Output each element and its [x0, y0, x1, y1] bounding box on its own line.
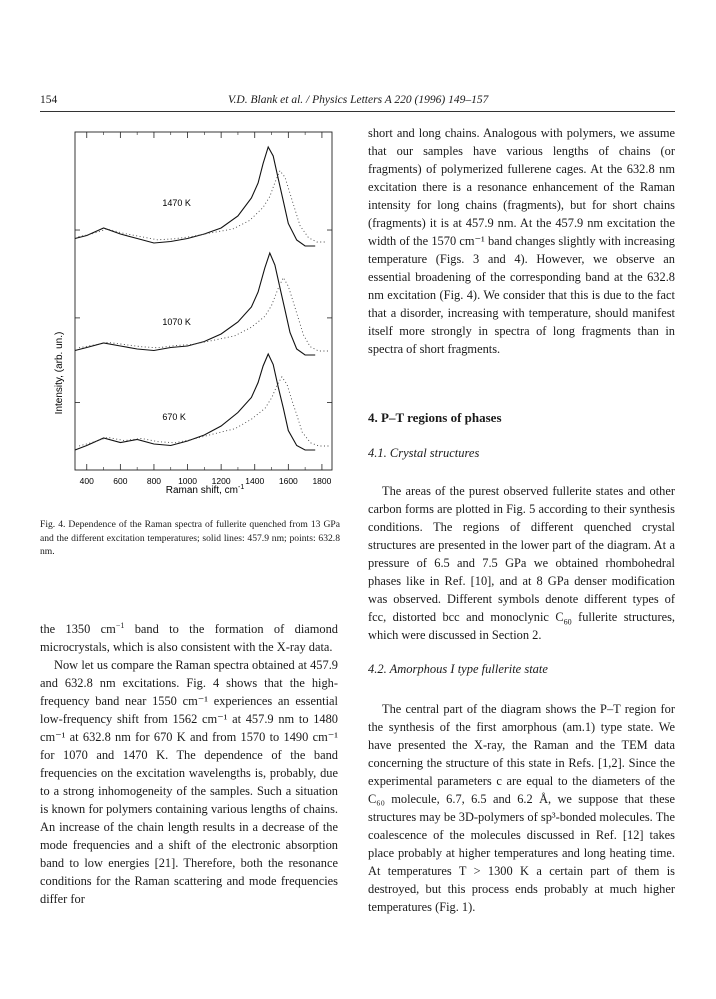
- right-paragraph-3: The central part of the diagram shows the P–T region for the synthesis of the first amorphous (am.1) type state. We have presented the X-ray, the Raman and the TEM data concerning the structure of this state in Refs. [1,2]. Since the experimental parameters c are equal to the diameters of the C₆₀ molecule, 6.7, 6.5 and 6.2 Å, we suppose that these structures may be 3D-polymers of sp³-bonded molecules. The coalescence of the molecules discussed in Ref. [12] takes place probably at higher temperatures and long heating time. At temperatures T > 1300 K a certain part of them is destroyed, but this process ends probably at much higher temperatures (Fig. 1).: [368, 702, 675, 914]
- x-tick-label: 400: [79, 476, 94, 486]
- solid-spectrum-line: [75, 354, 315, 450]
- header-rule: [40, 111, 675, 112]
- solid-spectrum-line: [75, 147, 315, 246]
- x-tick-label: 1400: [245, 476, 265, 486]
- y-axis-label: Intensity, (arb. un.): [54, 331, 65, 415]
- subsection-heading-4-2: 4.2. Amorphous I type fullerite state: [368, 662, 548, 676]
- figure-caption: Fig. 4. Dependence of the Raman spectra of fullerite quenched from 13 GPa and the different excitation temperatures; solid lines: 457.9 nm; points: 632.8 nm.: [40, 519, 340, 557]
- raman-chart: [40, 118, 356, 498]
- series-label: 670 K: [162, 412, 186, 422]
- solid-spectrum-line: [75, 253, 315, 355]
- right-paragraph-2: The areas of the purest observed fullerite states and other carbon forms are plotted in Fig. 5 according to their synthesis conditions. The regions of different quenched crystal structures are presented in the lower part of the diagram. At a pressure of 6.5 and 7.5 GPa we obtained rhombohedral phases like in Ref. [10], and at 8 GPa denser modification was observed. Different symbols denote different types of fcc, distorted bcc and monoclynic $C_{60}$ fullerite structures, which were discussed in Section 2.: [368, 484, 676, 642]
- series-label: 1070 K: [162, 317, 191, 327]
- subsection-heading-4-1: 4.1. Crystal structures: [368, 446, 480, 460]
- x-axis-label: Raman shift, $cm^{-1}$: [165, 484, 245, 496]
- left-paragraph-2: Now let us compare the Raman spectra obtained at 457.9 and 632.8 nm excitations. Fig. 4 shows that the high-frequency band near 1550 cm⁻¹ experiences an essential low-frequency shift from 1562 cm⁻¹ at 457.9 nm to 1480 cm⁻¹ at 632.8 nm for 670 K and from 1570 to 1490 cm⁻¹ for 1070 and 1470 K. The dependence of the band frequencies on the excitation wavelengths is, probably, due to a strong inhomogeneity of the samples. Such a situation is known for polymers containing various lengths of chains. An increase of the chain length results in a decrease of the mode frequencies and a shift of the electronic absorption band to low energies [21]. Therefore, both the resonance conditions for the Raman scattering and mode frequencies differ for: [40, 658, 338, 906]
- x-tick-label: 600: [113, 476, 128, 486]
- raman-figure: [40, 118, 356, 498]
- plot-frame: [75, 132, 332, 470]
- left-paragraph-1: the 1350 $cm^{-1}$ band to the formation of diamond microcrystals, which is also consistent with the X-ray data.: [40, 620, 338, 654]
- dotted-spectrum-line: [79, 171, 328, 242]
- x-tick-label: 1600: [278, 476, 298, 486]
- series-label: 1470 K: [162, 198, 191, 208]
- page-number: 154: [40, 94, 58, 106]
- section-heading-4: 4. P–T regions of phases: [368, 410, 502, 425]
- running-head: V.D. Blank et al. / Physics Letters A 220 (1996) 149–157: [228, 94, 489, 106]
- x-tick-label: 800: [146, 476, 162, 486]
- x-tick-label: 1800: [312, 476, 332, 486]
- right-column-top: [368, 124, 675, 358]
- left-column: [40, 620, 338, 908]
- right-paragraph-1: short and long chains. Analogous with polymers, we assume that our samples have various lengths of chains (or fragments) of polymerized fullerene cages. At the 632.8 nm excitation there is a resonance enhancement of the Raman intensity for long chains (fragments), but for short chains (fragments) it is at 457.9 nm. At the 457.9 nm excitation the width of the 1570 cm⁻¹ band changes slightly with increasing temperature (Figs. 3 and 4). However, we observe an essential broadening of the corresponding band at the 632.8 nm excitation (Fig. 4). We consider that this is due to the fact that a disorder, increasing with temperature, should manifest itself more strongly in spectra of long fragments than in spectra of short fragments.: [368, 126, 675, 356]
- x-tick-label: 1200: [211, 476, 231, 486]
- x-tick-label: 1000: [178, 476, 198, 486]
- dotted-spectrum-line: [79, 278, 329, 351]
